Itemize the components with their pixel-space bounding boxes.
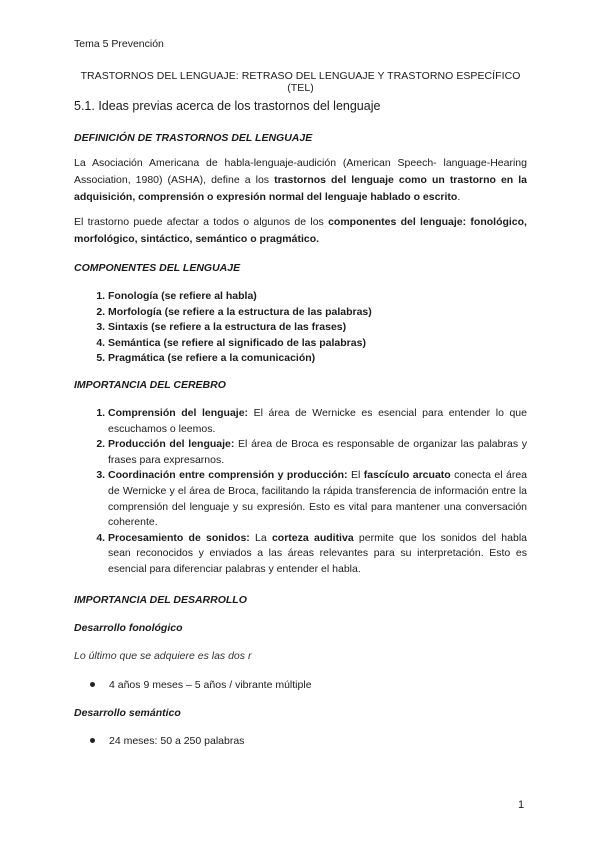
list-item [108, 468, 527, 530]
phonological-heading: Desarrollo fonológico [74, 622, 183, 634]
affect-paragraph [74, 214, 527, 248]
semantic-bullet [90, 735, 244, 747]
bullet-icon [90, 682, 95, 687]
bullet-text: 4 años 9 meses – 5 años / vibrante múltiple [109, 679, 312, 691]
components-heading: COMPONENTES DEL LENGUAJE [74, 262, 241, 274]
item-text: El área de Wernicke es esencial para entender lo que escuchamos o leemos. [108, 407, 527, 435]
item-bold: Coordinación entre comprensión y producción: [108, 469, 348, 482]
affect-text: El trastorno puede afectar a todos o algunos de los [74, 216, 329, 228]
item-bold: Comprensión del lenguaje: [108, 407, 249, 419]
list-item: 4. Semántica (se refiere al significado de las palabras) [108, 336, 527, 352]
item-bold-2: fascículo arcuato [363, 469, 451, 482]
definition-end: . [457, 191, 461, 203]
brain-heading: IMPORTANCIA DEL CEREBRO [74, 379, 226, 391]
item-bold: Procesamiento de sonidos: [108, 531, 250, 544]
list-item: 3. Sintaxis (se refiere a la estructura de las frases) [108, 320, 527, 336]
semantic-heading: Desarrollo semántico [74, 707, 181, 719]
development-heading: IMPORTANCIA DEL DESARROLLO [74, 594, 247, 606]
item-bold-2: corteza auditiva [271, 531, 354, 544]
bullet-text: 24 meses: 50 a 250 palabras [109, 735, 245, 747]
item-text: La [249, 531, 272, 544]
bullet-icon [90, 738, 95, 743]
definition-heading: DEFINICIÓN DE TRASTORNOS DEL LENGUAJE [74, 132, 313, 144]
definition-bold: trastornos del lenguaje como un trastorno en la adquisición, comprensión o expresión normal del lenguaje hablado o escrito [74, 174, 527, 203]
item-text: El área de Broca es responsable de organizar las palabras y frases para expresarnos. [108, 438, 527, 466]
components-list [74, 289, 527, 367]
definition-paragraph [74, 155, 527, 206]
item-text-2: conecta el área de Wernicke y el área de Broca, facilitando la rápida transferencia de información entre la comprensión del lenguaje y su expresión. Esto es vital para mantener una conversación coherente. [108, 469, 528, 529]
list-item [108, 531, 527, 578]
document-title: TRASTORNOS DEL LENGUAJE: RETRASO DEL LENGUAJE Y TRASTORNO ESPECÍFICO (TEL) [80, 70, 521, 94]
brain-list [74, 406, 527, 578]
phonological-note: Lo último que se adquiere es las dos r [74, 650, 252, 662]
item-text: El [347, 469, 364, 482]
list-item [108, 406, 527, 437]
list-item: 5. Pragmática (se refiere a la comunicación) [108, 351, 527, 367]
phonological-bullet [90, 679, 312, 691]
list-item: 1. Fonología (se refiere al habla) [108, 289, 527, 305]
list-item: 2. Morfología (se refiere a la estructura de las palabras) [108, 305, 527, 321]
definition-text: La Asociación Americana de habla-lenguaje-audición (American Speech- language-Hearing Association, 1980) (ASHA), define a los [74, 157, 527, 186]
page-number: 1 [518, 799, 525, 811]
page-header: Tema 5 Prevención [74, 38, 164, 50]
item-bold: Producción del lenguaje: [108, 438, 235, 451]
item-text-2: permite que los sonidos del habla sean reconocidos y enviados a las áreas relevantes para su interpretación. Esto es esencial para diferenciar palabras y entender el habla. [108, 531, 527, 575]
section-title: 5.1. Ideas previas acerca de los trastornos del lenguaje [74, 99, 381, 113]
affect-bold: componentes del lenguaje: fonológico, morfológico, sintáctico, semántico o pragmático. [74, 216, 527, 245]
list-item [108, 437, 527, 468]
